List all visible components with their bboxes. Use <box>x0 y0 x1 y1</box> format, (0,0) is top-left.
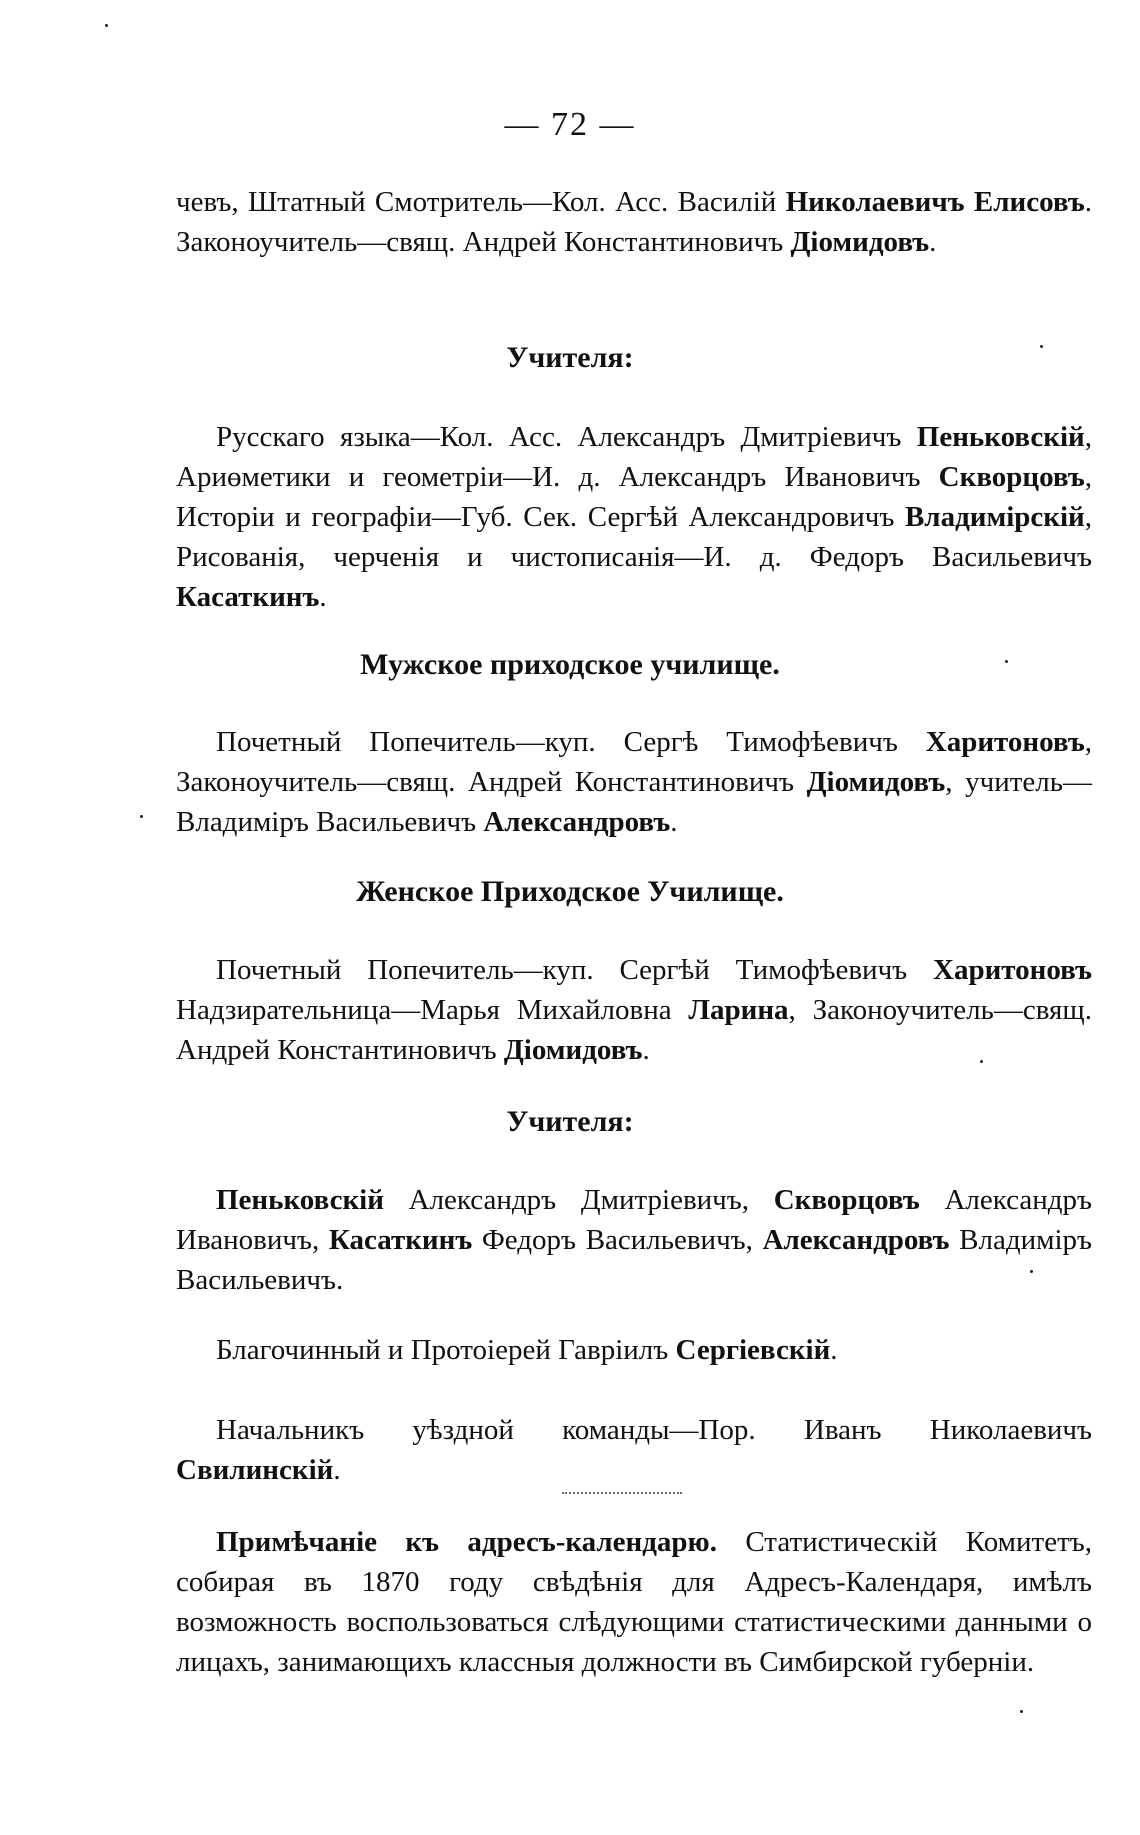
person-name: Александровъ <box>483 806 671 838</box>
text-run: Федоръ Васильевичъ, <box>472 1224 763 1256</box>
section-heading-teachers-2: Учителя: <box>506 1105 634 1138</box>
scan-speck <box>105 24 108 27</box>
section-divider <box>562 1492 682 1494</box>
paragraph-boys-school <box>176 722 1092 842</box>
text-run: Статистическій Комитетъ, собирая въ 1870 году свѣдѣнія для Адресъ-Календаря, имѣлъ возможность воспользоваться слѣдующими статистическими данными о лицахъ, занимающихъ классныя должности въ Симбирской губерніи. <box>176 1526 1092 1678</box>
person-name: Александровъ <box>762 1224 950 1256</box>
text-run: . <box>670 806 678 838</box>
scan-speck <box>140 815 143 818</box>
person-name: Касаткинъ <box>176 581 320 613</box>
person-name: Свилинскій <box>176 1454 334 1486</box>
person-name: Николаевичъ Елисовъ <box>785 186 1085 218</box>
text-run: , Ариөметики и геометріи—И. д. Александръ Ивановичъ <box>176 421 1092 493</box>
text-run: . <box>333 1454 341 1486</box>
text-run: . <box>642 1034 650 1066</box>
section-heading-girls-school: Женское Приходское Училище. <box>356 875 784 908</box>
paragraph-dean <box>176 1330 1092 1370</box>
text-run: чевъ, Штатный Смотритель—Кол. Асс. Василій <box>176 186 786 218</box>
text-run: Почетный Попечитель—куп. Сергѣй Тимофѣевичъ <box>216 954 934 986</box>
scan-speck <box>1040 345 1043 348</box>
text-run: Александръ Ивановичъ, <box>176 1184 1092 1256</box>
text-run: Русскаго языка—Кол. Асс. Александръ Дмитріевичъ <box>216 421 917 453</box>
paragraph-school-staff <box>176 182 1092 262</box>
text-run: . Законоучитель—свящ. Андрей Константиновичъ <box>176 186 1092 258</box>
text-run: Благочинный и Протоіерей Гавріилъ <box>216 1334 676 1366</box>
scan-speck <box>1030 1270 1033 1273</box>
text-run: , Рисованія, черченія и чистописанія—И. д. Федоръ Васильевичъ <box>176 501 1092 573</box>
person-name: Владимірскій <box>904 501 1085 533</box>
text-run: Надзирательница—Марья Михайловна <box>176 994 689 1026</box>
scan-speck <box>980 1060 983 1063</box>
text-run: . <box>929 226 937 258</box>
paragraph-district-command <box>176 1410 1092 1490</box>
person-name: Пеньковскій <box>216 1184 384 1216</box>
text-run: , учитель—Владиміръ Васильевичъ <box>176 766 1092 838</box>
person-name: Сергіевскій <box>675 1334 831 1366</box>
person-name: Ларина <box>688 994 789 1026</box>
paragraph-teachers-2 <box>176 1180 1092 1300</box>
text-run: , Законоучитель—свящ. Андрей Константиновичъ <box>176 994 1092 1066</box>
paragraph-girls-school <box>176 950 1092 1070</box>
paragraph-teachers <box>176 417 1092 617</box>
person-name: Касаткинъ <box>328 1224 473 1256</box>
scan-speck <box>1020 1710 1023 1713</box>
person-name: Харитоновъ <box>933 954 1092 986</box>
text-run: Владиміръ Васильевичъ. <box>176 1224 1093 1296</box>
text-run: . <box>319 581 327 613</box>
person-name: Скворцовъ <box>773 1184 920 1216</box>
person-name: Діомидовъ <box>806 766 946 798</box>
text-run: Александръ Дмитріевичъ, <box>383 1184 774 1216</box>
person-name: Пеньковскій <box>916 421 1085 453</box>
text-run: Начальникъ уѣздной команды—Пор. Иванъ Николаевичъ <box>216 1414 1092 1446</box>
scan-speck <box>1005 660 1008 663</box>
section-heading-boys-school: Мужское приходское училище. <box>360 648 780 681</box>
person-name: Харитоновъ <box>925 726 1085 758</box>
text-run: , Исторіи и географіи—Губ. Сек. Сергѣй Александровичъ <box>176 461 1092 533</box>
text-run: Почетный Попечитель—куп. Сергѣ Тимофѣевичъ <box>216 726 926 758</box>
page-number: — 72 — <box>504 106 636 143</box>
note-title: Примѣчаніе къ адресъ-календарю. <box>216 1526 717 1558</box>
person-name: Діомидовъ <box>503 1034 643 1066</box>
paragraph-note <box>176 1522 1092 1682</box>
section-heading-teachers: Учителя: <box>506 341 634 374</box>
text-run: . <box>830 1334 838 1366</box>
text-run: , Законоучитель—свящ. Андрей Константиновичъ <box>176 726 1092 798</box>
person-name: Скворцовъ <box>938 461 1085 493</box>
person-name: Діомидовъ <box>790 226 930 258</box>
